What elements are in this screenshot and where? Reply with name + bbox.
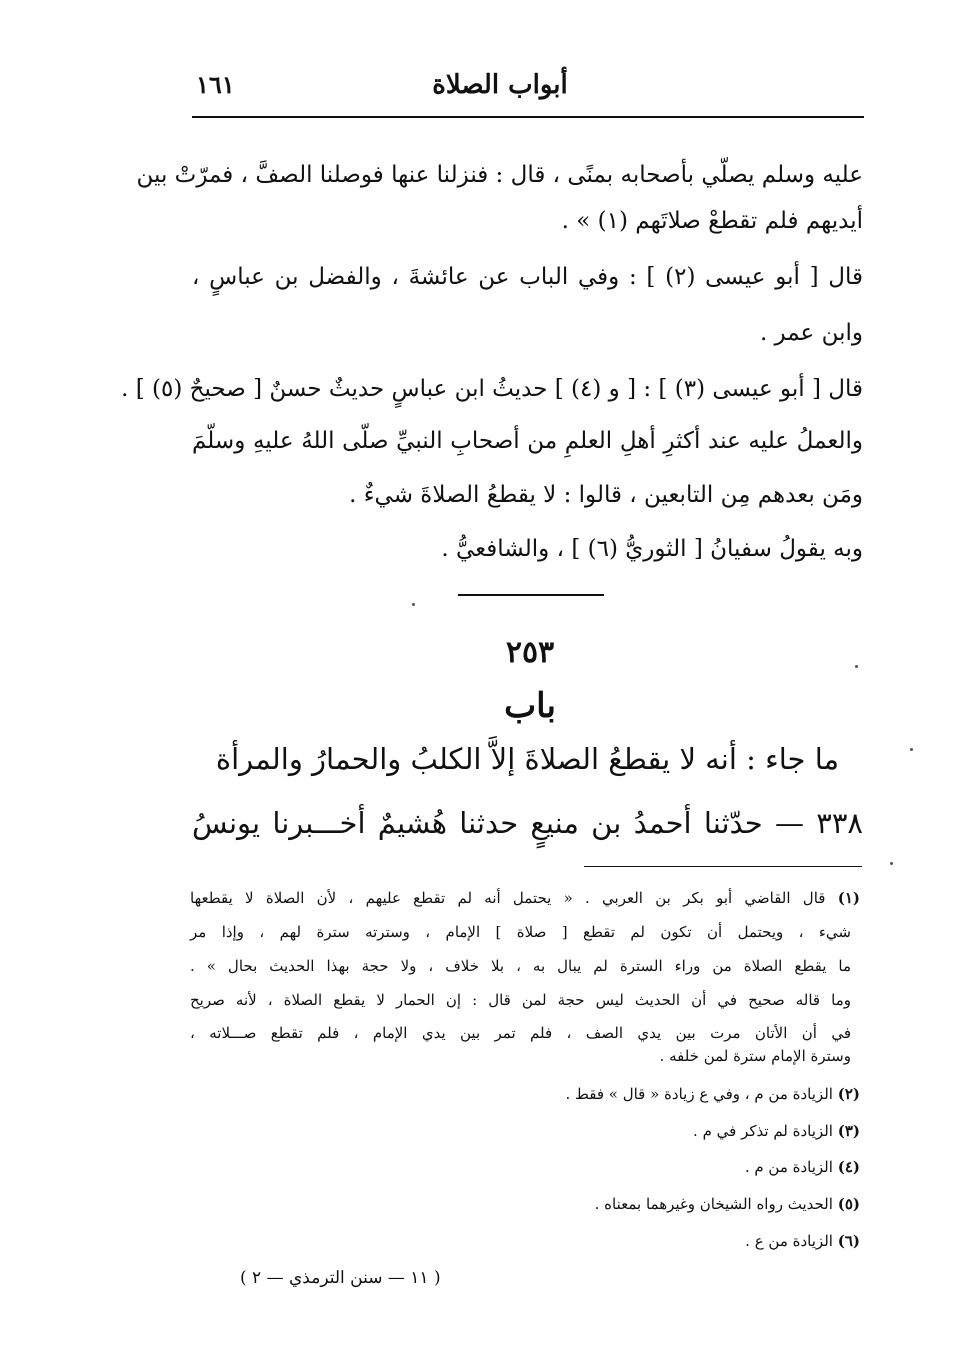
body-line: قال [ أبو عيسى (٢) ] : وفي الباب عن عائشةَ ، والفضل بن عباسٍ ، — [192, 264, 863, 290]
print-speck — [412, 603, 415, 606]
footnote-1-line: شيء ، ويحتمل أن تكون لم تقطع [ صلاة ] الإمام ، وسترته سترة لهم ، وإذا مر — [190, 923, 851, 941]
body-line: عليه وسلم يصلّي بأصحابه بمنًى ، قال : فنزلنا عنها فوصلنا الصفَّ ، فمرّتْ بين — [136, 162, 863, 188]
footnote-text: الزيادة من م ، وفي ع زيادة « قال » فقط . — [565, 1085, 833, 1103]
body-line: والعملُ عليه عند أكثرِ أهلِ العلمِ من أصحابِ النبيِّ صلّى اللهُ عليهِ وسلّمَ — [192, 428, 863, 454]
print-speck — [890, 862, 893, 865]
running-header-title: أبواب الصلاة — [432, 70, 568, 100]
header-rule — [192, 116, 864, 118]
body-line: وبه يقولُ سفيانُ [ الثوريُّ (٦) ] ، والشافعيُّ . — [441, 536, 863, 562]
footnote-4 — [745, 1156, 860, 1178]
page-number: ١٦١ — [196, 70, 235, 99]
footnote-1-line: ما يقطع الصلاة من وراء السترة لم يبال به ، بلا خلاف ، ولا حجة بهذا الحديث بحال » . — [190, 957, 851, 975]
footnote-text: قال القاضي أبو بكر بن العربي . « يحتمل أنه لم تقطع عليهم ، لأن الصلاة لا يقطعها — [190, 889, 826, 907]
footnote-marker: (٤) — [837, 1158, 860, 1176]
footnote-text: الحديث رواه الشيخان وغيرهما بمعناه . — [594, 1195, 833, 1213]
print-speck — [855, 665, 858, 668]
hadith-opening-line: ٣٣٨ — حدّثنا أحمدُ بن منيعٍ حدثنا هُشيمٌ أخـــبرنا يونسُ — [192, 806, 863, 840]
section-divider — [458, 594, 604, 596]
footnote-6 — [745, 1230, 860, 1252]
footnote-1-line: في أن الأتان مرت بين يدي الصف ، فلم تمر بين يدي الإمام ، فلم تقطع صـــلاته ، — [190, 1024, 851, 1042]
footnote-rule — [584, 866, 862, 867]
print-speck — [910, 748, 913, 751]
body-line: أيديهم فلم تقطعْ صلاتَهم (١) » . — [561, 208, 863, 234]
footnote-marker: (٢) — [837, 1085, 860, 1103]
body-line: قال [ أبو عيسى (٣) ] : [ و (٤) ] حديثُ ابن عباسٍ حديثٌ حسنٌ [ صحيحٌ (٥) ] . — [121, 376, 863, 402]
body-line: وابن عمر . — [759, 320, 863, 346]
footnote-marker: (٦) — [837, 1232, 860, 1250]
footnote-2 — [565, 1083, 860, 1105]
footnote-marker: (١) — [837, 889, 860, 907]
footnote-text: الزيادة من ع . — [745, 1232, 833, 1250]
footnote-text: الزيادة من م . — [744, 1158, 833, 1176]
footnote-1-line: وسترة الإمام سترة لمن خلفه . — [659, 1047, 851, 1065]
footnote-3 — [693, 1120, 860, 1142]
body-line: ومَن بعدهم مِن التابعين ، قالوا : لا يقطعُ الصلاةَ شيءٌ . — [349, 482, 863, 508]
signature-mark: ( ١١ — سنن الترمذي — ٢ ) — [240, 1268, 441, 1288]
footnote-5 — [595, 1193, 860, 1215]
chapter-title: ما جاء : أنه لا يقطعُ الصلاةَ إلاَّ الكلبُ والحمارُ والمرأة — [215, 742, 840, 776]
footnote-1-line: وما قاله صحيح في أن الحديث ليس حجة لمن قال : إن الحمار لا يقطع الصلاة ، لأنه صريح — [190, 991, 851, 1009]
footnote-text: الزيادة لم تذكر في م . — [693, 1122, 833, 1140]
chapter-number: ٢٥٣ — [505, 635, 555, 670]
chapter-heading: باب — [504, 686, 556, 726]
footnote-marker: (٥) — [837, 1195, 860, 1213]
footnote-marker: (٣) — [837, 1122, 860, 1140]
footnote-1-line — [190, 887, 860, 909]
